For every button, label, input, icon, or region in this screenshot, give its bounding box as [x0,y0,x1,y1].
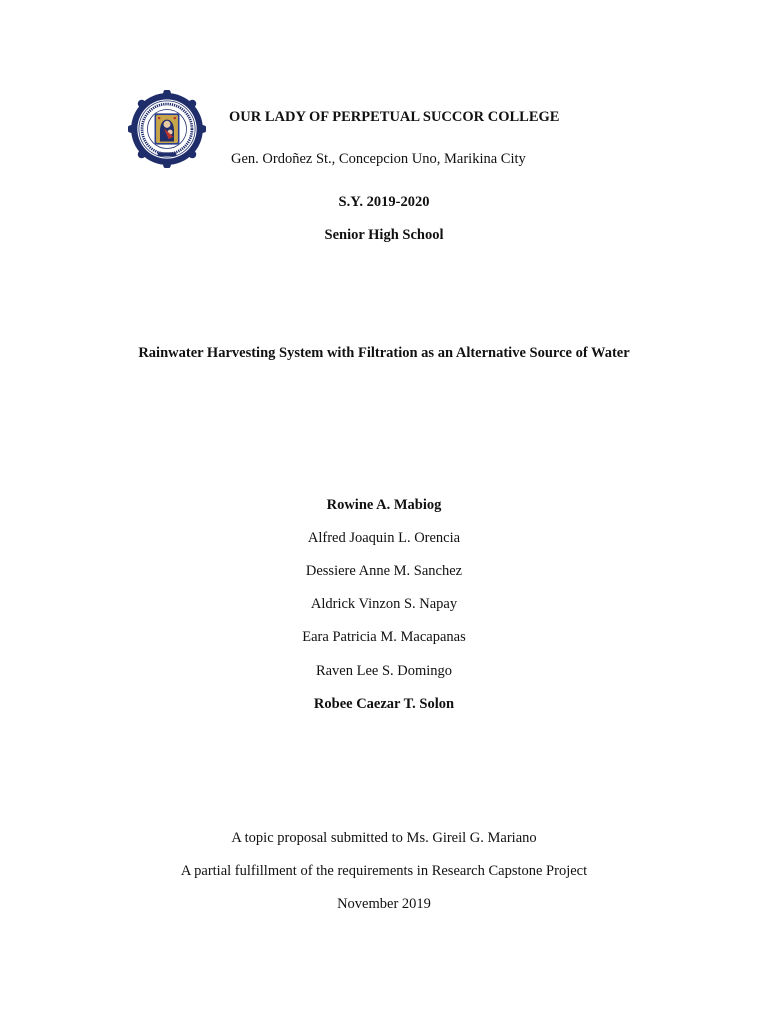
submission-statement: A topic proposal submitted to Ms. Gireil G. Mariano [231,830,537,846]
submission-date: November 2019 [337,896,431,912]
author-name: Eara Patricia M. Macapanas [302,629,466,645]
college-seal-icon [128,90,206,168]
author-name: Rowine A. Mabiog [326,497,442,513]
author-name: Robee Caezar T. Solon [313,696,455,712]
school-year: S.Y. 2019-2020 [338,194,430,210]
college-name: OUR LADY OF PERPETUAL SUCCOR COLLEGE [229,109,560,125]
author-name: Raven Lee S. Domingo [315,663,453,679]
author-name: Dessiere Anne M. Sanchez [305,563,463,579]
paper-title: Rainwater Harvesting System with Filtration as an Alternative Source of Water [138,345,630,361]
department: Senior High School [324,227,444,243]
author-name: Alfred Joaquin L. Orencia [307,530,461,546]
author-name: Aldrick Vinzon S. Napay [310,596,458,612]
college-address: Gen. Ordoñez St., Concepcion Uno, Marikina City [231,151,526,167]
fulfillment-statement: A partial fulfillment of the requirements in Research Capstone Project [180,863,588,879]
